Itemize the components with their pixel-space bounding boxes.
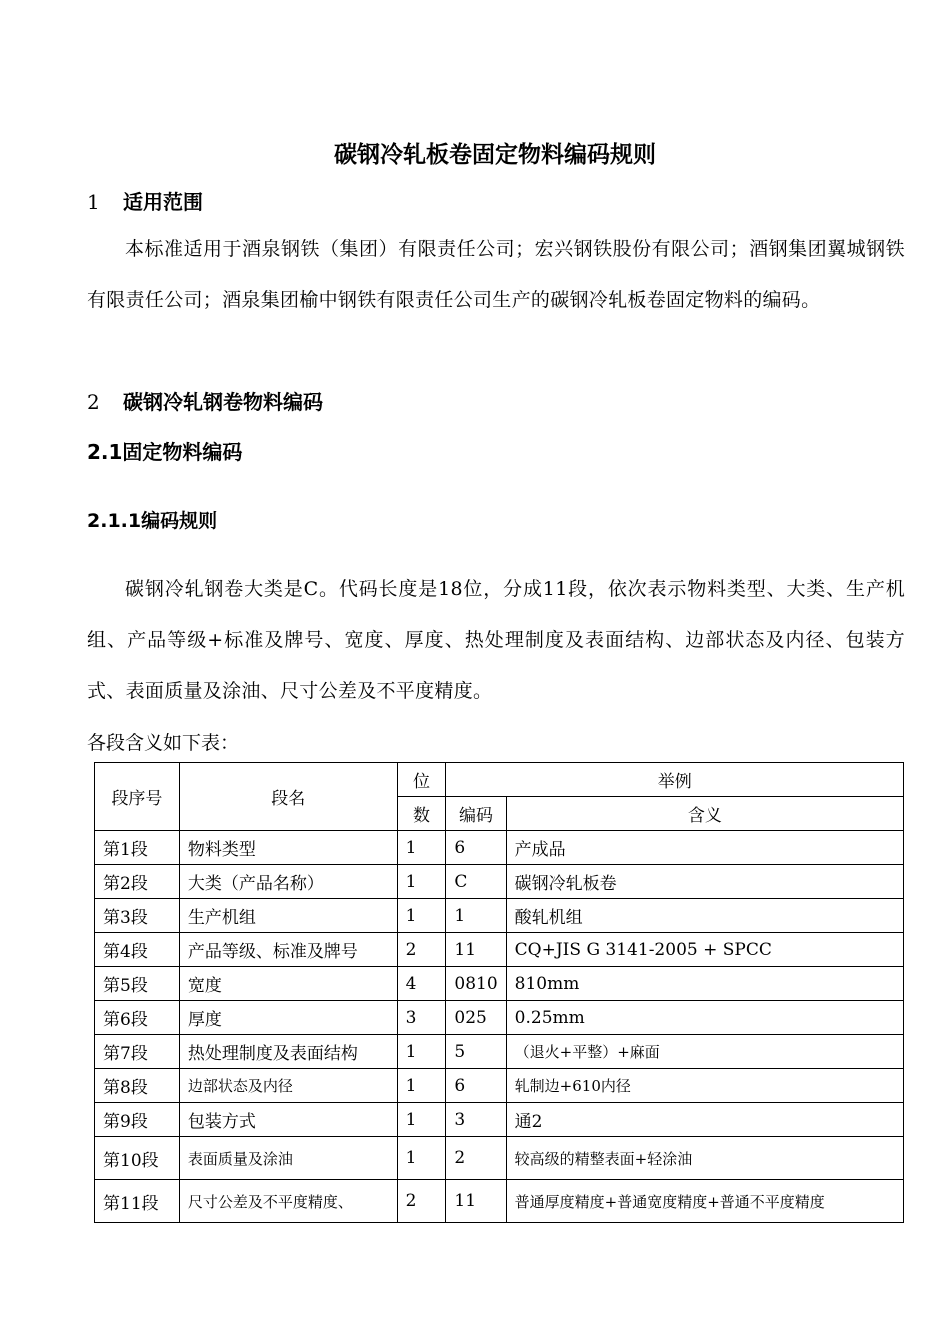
row-code-cell: 6: [446, 1069, 506, 1103]
row-code-cell: 6: [446, 831, 506, 865]
table-row: [95, 1137, 904, 1180]
row-name-cell: 大类（产品名称）: [179, 865, 397, 899]
header-meaning: 含义: [506, 797, 903, 831]
row-code-cell: 3: [446, 1103, 506, 1137]
table-intro: 各段含义如下表：: [87, 732, 240, 754]
header-example: 举例: [446, 763, 904, 797]
row-digits-cell: 1: [397, 831, 446, 865]
row-meaning-cell: CQ+JIS G 3141-2005 + SPCC: [506, 933, 903, 967]
row-meaning-cell: 较高级的精整表面+轻涂油: [506, 1137, 903, 1180]
row-seq-cell: 第8段: [95, 1069, 180, 1103]
header-name: 段名: [179, 763, 397, 831]
row-name-cell: 厚度: [179, 1001, 397, 1035]
row-name-cell: 宽度: [179, 967, 397, 1001]
section-1-heading: [87, 186, 203, 215]
table-row: [95, 865, 904, 899]
row-code-cell: 0810: [446, 967, 506, 1001]
table-row: [95, 831, 904, 865]
row-name-cell: 物料类型: [179, 831, 397, 865]
section-2-title: 碳钢冷轧钢卷物料编码: [123, 390, 323, 414]
row-meaning-cell: 通2: [506, 1103, 903, 1137]
table-row: [95, 1103, 904, 1137]
row-code-cell: 2: [446, 1137, 506, 1180]
section-1-paragraph: 本标准适用于酒泉钢铁（集团）有限责任公司；宏兴钢铁股份有限公司；酒钢集团翼城钢铁有限责任公司；酒泉集团榆中钢铁有限责任公司生产的碳钢冷轧板卷固定物料的编码。: [87, 238, 905, 311]
row-code-cell: 11: [446, 1180, 506, 1223]
row-digits-cell: 4: [397, 967, 446, 1001]
row-meaning-cell: 轧制边+610内径: [506, 1069, 903, 1103]
row-name-cell: 生产机组: [179, 899, 397, 933]
row-digits-cell: 1: [397, 1137, 446, 1180]
row-seq-cell: 第1段: [95, 831, 180, 865]
row-digits-cell: 1: [397, 1103, 446, 1137]
row-meaning-cell: 酸轧机组: [506, 899, 903, 933]
section-1-title: 适用范围: [123, 190, 203, 214]
row-code-cell: C: [446, 865, 506, 899]
section-2-1-1-paragraph: 碳钢冷轧钢卷大类是C。代码长度是18位，分成11段，依次表示物料类型、大类、生产机组、产品等级+标准及牌号、宽度、厚度、热处理制度及表面结构、边部状态及内径、包装方式、表面质量及涂油、尺寸公差及不平度精度。: [87, 578, 905, 702]
row-digits-cell: 1: [397, 865, 446, 899]
row-meaning-cell: 普通厚度精度+普通宽度精度+普通不平度精度: [506, 1180, 903, 1223]
row-digits-cell: 3: [397, 1001, 446, 1035]
row-digits-cell: 2: [397, 1180, 446, 1223]
section-1-number: 1: [87, 190, 100, 214]
row-seq-cell: 第6段: [95, 1001, 180, 1035]
row-seq-cell: 第9段: [95, 1103, 180, 1137]
row-meaning-cell: 碳钢冷轧板卷: [506, 865, 903, 899]
table-row: [95, 1001, 904, 1035]
table-header-row-1: [95, 763, 904, 797]
section-2-heading: [87, 386, 323, 415]
segment-table: [94, 762, 904, 1223]
table-row: [95, 1035, 904, 1069]
header-code: 编码: [446, 797, 506, 831]
row-seq-cell: 第5段: [95, 967, 180, 1001]
row-digits-cell: 1: [397, 1035, 446, 1069]
document-title: 碳钢冷轧板卷固定物料编码规则: [334, 142, 656, 168]
table-row: [95, 1069, 904, 1103]
header-seq: 段序号: [95, 763, 180, 831]
header-digits-top: 位: [397, 763, 446, 797]
table-body: [95, 831, 904, 1223]
row-seq-cell: 第11段: [95, 1180, 180, 1223]
row-name-cell: 表面质量及涂油: [179, 1137, 397, 1180]
section-2-1-1-heading: 2.1.1编码规则: [87, 510, 218, 532]
row-code-cell: 5: [446, 1035, 506, 1069]
row-code-cell: 025: [446, 1001, 506, 1035]
row-seq-cell: 第4段: [95, 933, 180, 967]
row-meaning-cell: 0.25mm: [506, 1001, 903, 1035]
row-code-cell: 1: [446, 899, 506, 933]
header-digits-bottom: 数: [397, 797, 446, 831]
table-row: [95, 1180, 904, 1223]
table-row: [95, 967, 904, 1001]
table-row: [95, 899, 904, 933]
row-meaning-cell: （退火+平整）+麻面: [506, 1035, 903, 1069]
row-name-cell: 产品等级、标准及牌号: [179, 933, 397, 967]
section-2-1-heading: 2.1固定物料编码: [87, 440, 243, 464]
row-digits-cell: 2: [397, 933, 446, 967]
row-code-cell: 11: [446, 933, 506, 967]
section-2-number: 2: [87, 390, 100, 414]
row-seq-cell: 第7段: [95, 1035, 180, 1069]
row-meaning-cell: 产成品: [506, 831, 903, 865]
row-digits-cell: 1: [397, 1069, 446, 1103]
row-name-cell: 边部状态及内径: [179, 1069, 397, 1103]
row-name-cell: 热处理制度及表面结构: [179, 1035, 397, 1069]
row-name-cell: 包装方式: [179, 1103, 397, 1137]
row-seq-cell: 第2段: [95, 865, 180, 899]
row-digits-cell: 1: [397, 899, 446, 933]
table-row: [95, 933, 904, 967]
row-seq-cell: 第10段: [95, 1137, 180, 1180]
row-meaning-cell: 810mm: [506, 967, 903, 1001]
row-name-cell: 尺寸公差及不平度精度、: [179, 1180, 397, 1223]
row-seq-cell: 第3段: [95, 899, 180, 933]
